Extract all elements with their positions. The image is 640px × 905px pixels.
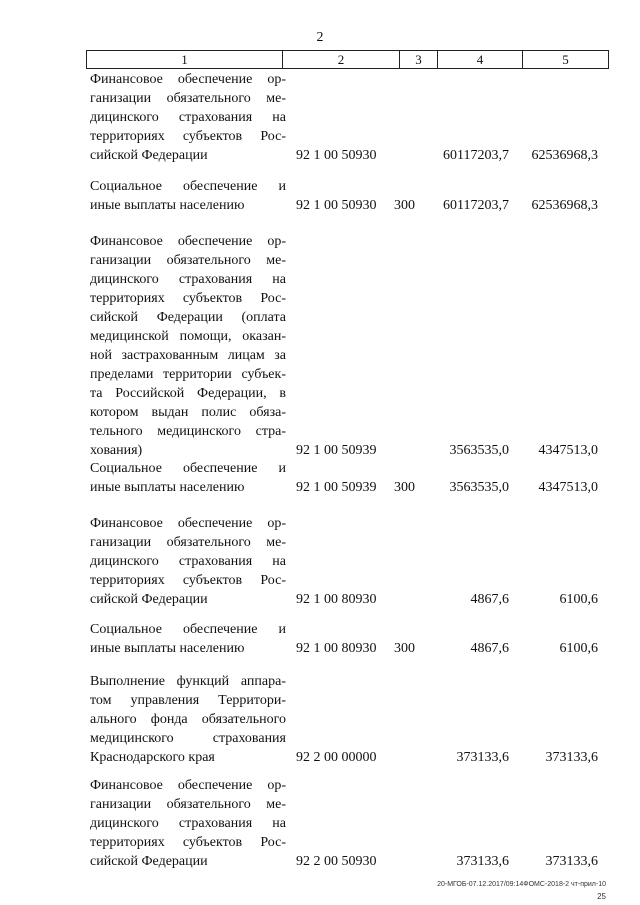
row-value-2018: 373133,6 <box>456 854 509 869</box>
description-line: дицинского страхования на <box>90 816 286 831</box>
description-line: медицинского страхования <box>90 731 286 746</box>
description-line: медицинской помощи, оказан- <box>90 329 286 344</box>
row-description <box>90 776 286 871</box>
description-line: Социальное обеспечение и <box>90 179 286 194</box>
row-value-2019: 62536968,3 <box>531 148 598 163</box>
row-value-2018: 373133,6 <box>456 750 509 765</box>
row-description <box>90 672 286 767</box>
description-line: иные выплаты населению <box>90 198 245 213</box>
description-line: том управления Территори- <box>90 693 286 708</box>
row-value-2019: 373133,6 <box>545 750 598 765</box>
description-line: ной застрахованным лицам за <box>90 348 286 363</box>
row-code: 92 1 00 50939 <box>296 480 377 495</box>
row-value-2019: 62536968,3 <box>531 198 598 213</box>
description-line: территориях субъектов Рос- <box>90 129 286 144</box>
description-line: Социальное обеспечение и <box>90 461 286 476</box>
row-code: 92 2 00 50930 <box>296 854 377 869</box>
column-header-3: 3 <box>400 51 438 69</box>
row-value-2018: 60117203,7 <box>443 198 509 213</box>
row-code: 92 1 00 50939 <box>296 443 377 458</box>
description-line: сийской Федерации <box>90 592 208 607</box>
description-line: Финансовое обеспечение ор- <box>90 778 286 793</box>
description-line: иные выплаты населению <box>90 641 245 656</box>
description-line: сийской Федерации (оплата <box>90 310 286 325</box>
description-line: дицинского страхования на <box>90 110 286 125</box>
row-description <box>90 70 286 165</box>
row-expense-type: 300 <box>394 480 415 495</box>
row-code: 92 2 00 00000 <box>296 750 377 765</box>
description-line: территориях субъектов Рос- <box>90 291 286 306</box>
description-line: территориях субъектов Рос- <box>90 573 286 588</box>
column-header-1: 1 <box>87 51 283 69</box>
description-line: пределами территории субъек- <box>90 367 286 382</box>
column-header-5: 5 <box>523 51 609 69</box>
row-expense-type: 300 <box>394 641 415 656</box>
description-line: Краснодарского края <box>90 750 215 765</box>
row-value-2019: 4347513,0 <box>538 443 598 458</box>
row-value-2018: 60117203,7 <box>443 148 509 163</box>
row-value-2018: 3563535,0 <box>449 443 509 458</box>
footer-docref: 20-МГОБ-07.12.2017/09:14ФОМС-2018-2 чт-прил-10 <box>437 881 606 888</box>
description-line: Финансовое обеспечение ор- <box>90 516 286 531</box>
footer-page: 25 <box>597 892 606 901</box>
row-description <box>90 514 286 609</box>
description-line: территориях субъектов Рос- <box>90 835 286 850</box>
description-line: ганизации обязательного ме- <box>90 535 286 550</box>
page-number: 2 <box>316 30 324 45</box>
description-line: сийской Федерации <box>90 148 208 163</box>
row-value-2018: 4867,6 <box>470 592 509 607</box>
column-header-4: 4 <box>438 51 523 69</box>
description-line: ального фонда обязательного <box>90 712 286 727</box>
description-line: Финансовое обеспечение ор- <box>90 234 286 249</box>
row-code: 92 1 00 80930 <box>296 641 377 656</box>
column-header-2: 2 <box>283 51 400 69</box>
column-header-row <box>87 51 609 69</box>
description-line: дицинского страхования на <box>90 272 286 287</box>
description-line: Выполнение функций аппара- <box>90 674 286 689</box>
description-line: сийской Федерации <box>90 854 208 869</box>
row-description <box>90 459 286 497</box>
row-value-2019: 4347513,0 <box>538 480 598 495</box>
row-value-2018: 3563535,0 <box>449 480 509 495</box>
row-value-2019: 6100,6 <box>559 641 598 656</box>
description-line: ганизации обязательного ме- <box>90 797 286 812</box>
description-line: хования) <box>90 443 143 458</box>
description-line: Финансовое обеспечение ор- <box>90 72 286 87</box>
description-line: тельного медицинского стра- <box>90 424 286 439</box>
row-code: 92 1 00 80930 <box>296 592 377 607</box>
description-line: иные выплаты населению <box>90 480 245 495</box>
column-header-table <box>86 50 609 69</box>
row-value-2018: 4867,6 <box>470 641 509 656</box>
description-line: ганизации обязательного ме- <box>90 91 286 106</box>
row-code: 92 1 00 50930 <box>296 148 377 163</box>
row-description <box>90 232 286 460</box>
row-description <box>90 620 286 658</box>
row-description <box>90 177 286 215</box>
row-value-2019: 373133,6 <box>545 854 598 869</box>
description-line: котором выдан полис обяза- <box>90 405 286 420</box>
description-line: дицинского страхования на <box>90 554 286 569</box>
description-line: та Российской Федерации, в <box>90 386 286 401</box>
description-line: Социальное обеспечение и <box>90 622 286 637</box>
row-expense-type: 300 <box>394 198 415 213</box>
description-line: ганизации обязательного ме- <box>90 253 286 268</box>
row-value-2019: 6100,6 <box>559 592 598 607</box>
row-code: 92 1 00 50930 <box>296 198 377 213</box>
